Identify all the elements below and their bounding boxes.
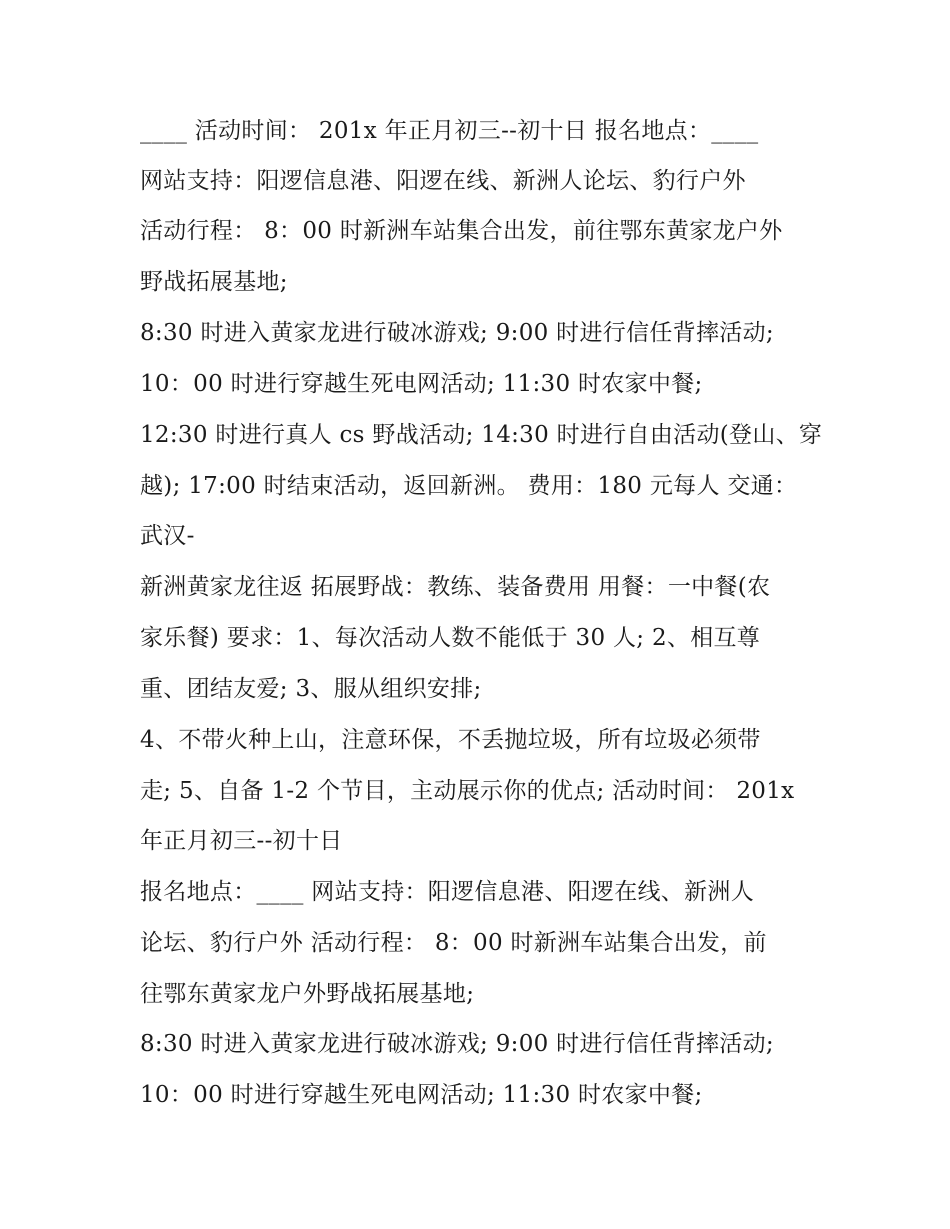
text-line: 论坛、豹行户外 活动行程： 8：00 时新洲车站集合出发，前 xyxy=(140,930,767,956)
text-line: 网站支持：阳逻信息港、阳逻在线、新洲人论坛、豹行户外 xyxy=(140,168,746,194)
text-line: 新洲黄家龙往返 拓展野战：教练、装备费用 用餐：一中餐(农 xyxy=(140,574,771,600)
text-line: 8:30 时进入黄家龙进行破冰游戏; 9:00 时进行信任背摔活动; xyxy=(140,320,774,346)
text-line: 10：00 时进行穿越生死电网活动; 11:30 时农家中餐; xyxy=(140,1082,703,1108)
text-line: 年正月初三--初十日 xyxy=(140,828,343,854)
text-line: 武汉- xyxy=(140,523,195,549)
text-line: 10：00 时进行穿越生死电网活动; 11:30 时农家中餐; xyxy=(140,371,703,397)
text-line: 走; 5、自备 1-2 个节目，主动展示你的优点; 活动时间： 201x xyxy=(140,778,795,804)
text-line: 4、不带火种上山，注意环保，不丢抛垃圾，所有垃圾必须带 xyxy=(140,727,761,753)
text-line: 往鄂东黄家龙户外野战拓展基地; xyxy=(140,981,475,1007)
text-line: 重、团结友爱; 3、服从组织安排; xyxy=(140,676,482,702)
text-line: 越); 17:00 时结束活动，返回新洲。 费用：180 元每人 交通： xyxy=(140,473,798,499)
text-line: 8:30 时进入黄家龙进行破冰游戏; 9:00 时进行信任背摔活动; xyxy=(140,1031,774,1057)
text-line: 活动行程： 8：00 时新洲车站集合出发，前往鄂东黄家龙户外 xyxy=(140,218,783,244)
text-line: 野战拓展基地; xyxy=(140,269,288,295)
text-line: 12:30 时进行真人 cs 野战活动; 14:30 时进行自由活动(登山、穿 xyxy=(140,422,823,448)
text-line: 家乐餐) 要求：1、每次活动人数不能低于 30 人; 2、相互尊 xyxy=(140,625,761,651)
text-line: ____ 活动时间： 201x 年正月初三--初十日 报名地点：____ xyxy=(140,118,759,144)
text-line: 报名地点：____ 网站支持：阳逻信息港、阳逻在线、新洲人 xyxy=(140,879,755,905)
